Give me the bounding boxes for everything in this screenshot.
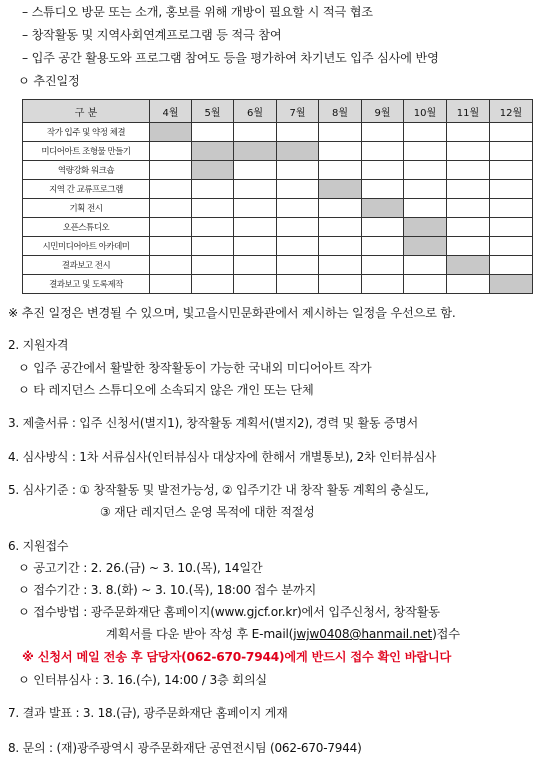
section-5-criteria-line1: 5. 심사기준 : ① 창작활동 및 발전가능성, ② 입주기간 내 창작 활동 계획의 충실도, [8, 483, 429, 497]
schedule-cell-active [234, 142, 277, 161]
schedule-cell [404, 161, 447, 180]
schedule-cell [404, 123, 447, 142]
schedule-cell [234, 275, 277, 294]
schedule-row-label: 기획 전시 [23, 199, 150, 218]
month-header: 11월 [447, 100, 490, 123]
intro-bullet-participation: – 창작활동 및 지역사회연계프로그램 등 적극 참여 [22, 28, 282, 42]
schedule-cell [192, 123, 234, 142]
schedule-cell [447, 218, 490, 237]
schedule-cell [319, 199, 362, 218]
schedule-cell [490, 218, 533, 237]
section-5-criteria-line2: ③ 재단 레지던스 운영 목적에 대한 적절성 [100, 505, 315, 519]
schedule-cell [490, 180, 533, 199]
schedule-cell-active [404, 237, 447, 256]
schedule-cell [150, 275, 192, 294]
schedule-cell [234, 161, 277, 180]
interview-schedule: ㅇ 인터뷰심사 : 3. 16.(수), 14:00 / 3층 회의실 [18, 673, 267, 687]
month-header: 12월 [490, 100, 533, 123]
schedule-header-row [23, 100, 533, 123]
schedule-cell [362, 256, 404, 275]
schedule-cell-active [362, 199, 404, 218]
schedule-cell [234, 180, 277, 199]
schedule-row-label: 역량강화 워크숍 [23, 161, 150, 180]
schedule-cell [362, 180, 404, 199]
schedule-cell [192, 275, 234, 294]
schedule-row [23, 142, 533, 161]
schedule-row-label: 지역 간 교류프로그램 [23, 180, 150, 199]
schedule-cell [319, 218, 362, 237]
schedule-row [23, 256, 533, 275]
schedule-row [23, 237, 533, 256]
schedule-cell [277, 275, 319, 294]
schedule-cell [150, 199, 192, 218]
receipt-method-line2 [106, 626, 460, 642]
schedule-table [22, 99, 533, 294]
schedule-cell [447, 180, 490, 199]
schedule-cell [192, 237, 234, 256]
month-header: 8월 [319, 100, 362, 123]
schedule-cell [150, 180, 192, 199]
receipt-method-line1: ㅇ 접수방법 : 광주문화재단 홈페이지(www.gjcf.or.kr)에서 입주신청서, 창작활동 [18, 605, 440, 619]
schedule-cell [404, 142, 447, 161]
schedule-cell [277, 256, 319, 275]
schedule-row-label: 작가 입주 및 약정 체결 [23, 123, 150, 142]
schedule-cell [447, 199, 490, 218]
schedule-cell [150, 161, 192, 180]
confirmation-warning: ※ 신청서 메일 전송 후 담당자(062-670-7944)에게 반드시 접수 확인 바랍니다 [22, 650, 452, 664]
schedule-cell-active [490, 275, 533, 294]
schedule-cell [362, 275, 404, 294]
schedule-cell [277, 180, 319, 199]
schedule-cell [404, 275, 447, 294]
month-header: 4월 [150, 100, 192, 123]
schedule-cell [362, 218, 404, 237]
schedule-cell [362, 161, 404, 180]
schedule-cell [319, 142, 362, 161]
eligibility-item: ㅇ 타 레지던스 스튜디오에 소속되지 않은 개인 또는 단체 [18, 383, 314, 397]
schedule-cell [362, 237, 404, 256]
schedule-cell [277, 218, 319, 237]
month-header: 6월 [234, 100, 277, 123]
schedule-cell [192, 199, 234, 218]
schedule-cell [447, 123, 490, 142]
schedule-cell [277, 161, 319, 180]
intro-bullet-visit: – 스튜디오 방문 또는 소개, 홍보를 위해 개방이 필요할 시 적극 협조 [22, 5, 373, 19]
schedule-row-label: 시민미디어아트 아카데미 [23, 237, 150, 256]
schedule-cell [277, 237, 319, 256]
email-link[interactable]: jwjw0408@hanmail.net [293, 627, 433, 641]
receipt-method-pre: 계획서를 다운 받아 작성 후 E-mail( [106, 627, 294, 641]
section-7-result: 7. 결과 발표 : 3. 18.(금), 광주문화재단 홈페이지 게재 [8, 706, 288, 720]
schedule-cell-active [319, 180, 362, 199]
schedule-note: ※ 추진 일정은 변경될 수 있으며, 빛고을시민문화관에서 제시하는 일정을 우선으로 함. [8, 306, 456, 320]
section-8-contact: 8. 문의 : (재)광주광역시 광주문화재단 공연전시팀 (062-670-7944) [8, 741, 362, 755]
schedule-cell [150, 256, 192, 275]
receipt-period: ㅇ 접수기간 : 3. 8.(화) ~ 3. 10.(목), 18:00 접수 분까지 [18, 583, 317, 597]
section-3-documents: 3. 제출서류 : 입주 신청서(별지1), 창작활동 계획서(별지2), 경력 및 활동 증명서 [8, 416, 419, 430]
schedule-cell [490, 123, 533, 142]
schedule-cell [362, 142, 404, 161]
schedule-cell [490, 199, 533, 218]
schedule-cell [150, 237, 192, 256]
schedule-cell [447, 161, 490, 180]
schedule-cell [362, 123, 404, 142]
schedule-cell [150, 142, 192, 161]
section-2-title: 2. 지원자격 [8, 338, 69, 352]
schedule-cell [150, 218, 192, 237]
schedule-row [23, 218, 533, 237]
receipt-method-post: )접수 [432, 627, 460, 641]
schedule-cell-active [192, 161, 234, 180]
schedule-cell [234, 218, 277, 237]
schedule-cell [319, 256, 362, 275]
schedule-cell [447, 237, 490, 256]
schedule-cell [404, 199, 447, 218]
schedule-cell [234, 199, 277, 218]
schedule-heading: ㅇ 추진일정 [18, 74, 80, 88]
schedule-row [23, 180, 533, 199]
schedule-cell [404, 180, 447, 199]
intro-bullet-evaluation: – 입주 공간 활용도와 프로그램 참여도 등을 평가하여 차기년도 입주 심사에 반영 [22, 51, 439, 65]
schedule-cell-active [447, 256, 490, 275]
schedule-cell [447, 142, 490, 161]
schedule-row [23, 123, 533, 142]
schedule-row [23, 161, 533, 180]
schedule-cell [319, 123, 362, 142]
eligibility-item: ㅇ 입주 공간에서 활발한 창작활동이 가능한 국내외 미디어아트 작가 [18, 361, 372, 375]
schedule-row-label: 결과보고 및 도록제작 [23, 275, 150, 294]
schedule-cell [319, 275, 362, 294]
section-4-review-method: 4. 심사방식 : 1차 서류심사(인터뷰심사 대상자에 한해서 개별통보), 2차 인터뷰심사 [8, 450, 437, 464]
schedule-cell [319, 161, 362, 180]
month-header: 7월 [277, 100, 319, 123]
schedule-cell-active [192, 142, 234, 161]
schedule-row [23, 199, 533, 218]
schedule-cell-active [150, 123, 192, 142]
schedule-cell [277, 199, 319, 218]
schedule-cell [234, 123, 277, 142]
schedule-cell [490, 256, 533, 275]
schedule-cell [490, 142, 533, 161]
schedule-cell [277, 123, 319, 142]
schedule-row [23, 275, 533, 294]
schedule-cell [192, 180, 234, 199]
section-6-title: 6. 지원접수 [8, 539, 69, 553]
schedule-cell [192, 256, 234, 275]
schedule-cell [404, 256, 447, 275]
schedule-row-label: 미디어아트 조형물 만들기 [23, 142, 150, 161]
schedule-header-label: 구 분 [23, 100, 150, 123]
month-header: 10월 [404, 100, 447, 123]
schedule-cell [234, 237, 277, 256]
schedule-cell-active [277, 142, 319, 161]
month-header: 5월 [192, 100, 234, 123]
schedule-cell [490, 237, 533, 256]
schedule-cell [490, 161, 533, 180]
schedule-body [23, 123, 533, 294]
schedule-cell [319, 237, 362, 256]
schedule-cell [234, 256, 277, 275]
schedule-row-label: 결과보고 전시 [23, 256, 150, 275]
schedule-cell [192, 218, 234, 237]
announce-period: ㅇ 공고기간 : 2. 26.(금) ~ 3. 10.(목), 14일간 [18, 561, 263, 575]
schedule-row-label: 오픈스튜디오 [23, 218, 150, 237]
month-header: 9월 [362, 100, 404, 123]
schedule-cell-active [404, 218, 447, 237]
schedule-cell [447, 275, 490, 294]
